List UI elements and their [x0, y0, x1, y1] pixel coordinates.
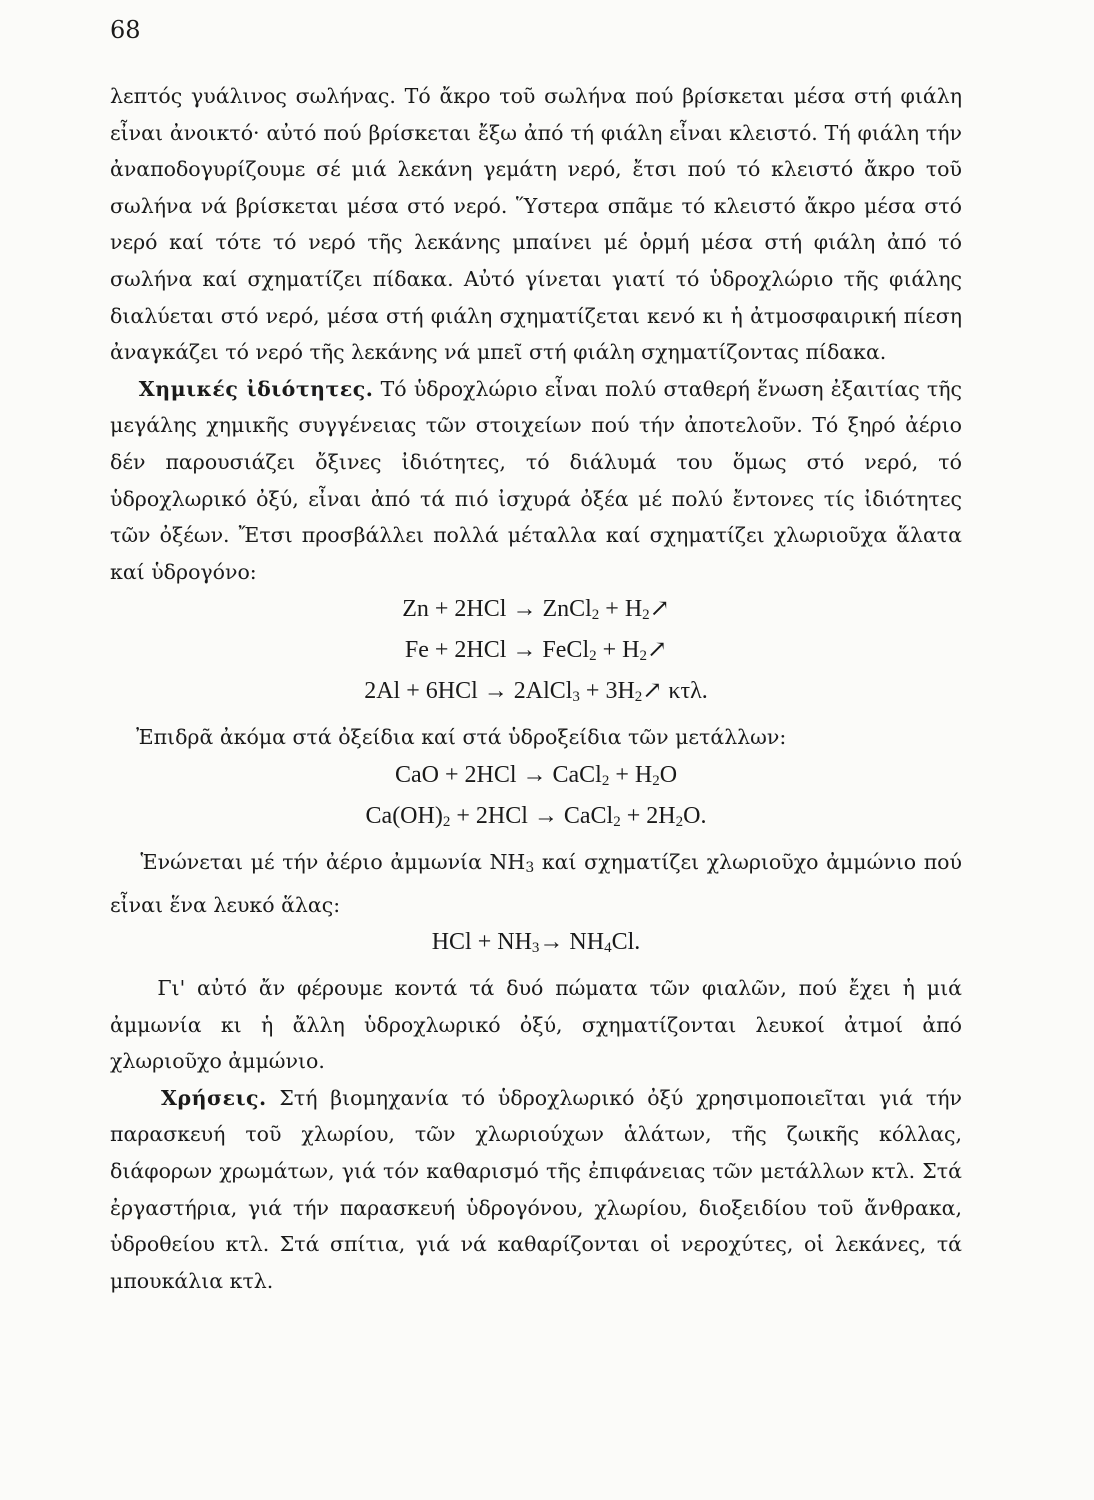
equation-aluminium: 2Al + 6HCl → 2AlCl$_3$ + $3H_2↗$ κτλ. [364, 678, 708, 706]
paragraph-uses [110, 1080, 962, 1300]
page-number: 68 [110, 16, 141, 44]
uses-text: Στή βιομηχανία τό ὑδροχλωρικό ὀξύ χρησιμοποιεῖται γιά τήν παρασκευή τοῦ χλωρίου, τῶν χλωριούχων ἁλάτων, τῆς ζωικῆς κόλλας, διάφορων χρωμάτων, γιά τόν καθαρισμό τῆς ἐπιφάνειας τῶν μετάλλων κτλ. Στά ἐργαστήρια, γιά τήν παρασκευή ὑδρογόνου, χλωρίου, διοξειδίου τοῦ ἄνθρακα, ὑδροθείου κτλ. Στά σπίτια, γιά νά καθαρίζονται οἱ νεροχύτες, οἱ λεκάνες, τά μπουκάλια κτλ. [110, 1085, 962, 1293]
chemical-properties-text: Τό ὑδροχλώριο εἶναι πολύ σταθερή ἕνωση ἐξαιτίας τῆς μεγάλης χημικῆς συγγένειας τῶν στοιχείων πού τήν ἀποτελοῦν. Τό ξηρό ἀέριο δέν παρουσιάζει ὄξινες ἰδιότητες, τό διάλυμά του ὅμως στό νερό, τό ὑδροχλωρικό ὀξύ, εἶναι ἀπό τά πιό ἰσχυρά ὀξέα μέ πολύ ἔντονες τίς ἰδιότητες τῶν ὀξέων. Ἔτσι προσβάλλει πολλά μέταλλα καί σχηματίζει χλωριοῦχα ἅλατα καί ὑδρογόνο: [110, 376, 962, 584]
page-body [110, 78, 962, 1299]
paragraph-oxides: Ἐπιδρᾶ ἀκόμα στά ὀξείδια καί στά ὑδροξείδια τῶν μετάλλων: [136, 725, 787, 750]
heading-chemical-properties: Χημικές ἰδιότητες. [138, 376, 374, 401]
equation-ammonium-chloride: HCl + $NH_3\to NH_4Cl$. [431, 929, 641, 957]
equations-oxides [110, 758, 962, 840]
equation-calcium-hydroxide: $Ca(OH)_2 + 2HCl$ → CaCl$_2$ + $2H_2O$. [365, 802, 707, 830]
equation-calcium-oxide: CaO + 2HCl → CaCl$_2$ + $H_2O$ [394, 761, 678, 789]
paragraph-chemical-properties [110, 371, 962, 591]
paragraph-white-fumes: Γι' αὐτό ἄν φέρουμε κοντά τά δυό πώματα τῶν φιαλῶν, πού ἔχει ἡ μιά ἀμμωνία κι ἡ ἄλλη ὑδροχλωρικό ὀξύ, σχηματίζονται λευκοί ἀτμοί ἀπό χλωριοῦχο ἀμμώνιο. [110, 976, 962, 1074]
equation-zinc: Zn + 2HCl → ZnCl$_2$ + $H_2↗$ [402, 596, 670, 624]
equations-metals [110, 592, 962, 715]
paragraph-fountain-experiment: λεπτός γυάλινος σωλήνας. Τό ἄκρο τοῦ σωλήνα πού βρίσκεται μέσα στή φιάλη εἶναι ἀνοικτό· αὐτό πού βρίσκεται ἔξω ἀπό τή φιάλη εἶναι κλειστό. Τή φιάλη τήν ἀναποδογυρίζουμε σέ μιά λεκάνη γεμάτη νερό, ἔτσι πού τό κλειστό ἄκρο τοῦ σωλήνα νά βρίσκεται μέσα στό νερό. Ὕστερα σπᾶμε τό κλειστό ἄκρο μέσα στό νερό καί τότε τό νερό τῆς λεκάνης μπαίνει μέ ὁρμή μέσα στή φιάλη ἀπό τό σωλήνα καί σχηματίζει πίδακα. Αὐτό γίνεται γιατί τό ὑδροχλώριο τῆς φιάλης διαλύεται στό νερό, μέσα στή φιάλη σχηματίζεται κενό κι ἡ ἀτμοσφαιρική πίεση ἀναγκάζει τό νερό τῆς λεκάνης νά μπεῖ στή φιάλη σχηματίζοντας πίδακα. [110, 84, 962, 365]
paragraph-ammonia: Ἑνώνεται μέ τήν ἀέριο ἀμμωνία $NH_3$ καί σχηματίζει χλωριοῦχο ἀμμώνιο πού εἶναι ἕνα λευκό ἅλας: [110, 849, 962, 917]
equations-ammonia [110, 925, 962, 966]
heading-uses: Χρήσεις. [161, 1085, 267, 1110]
equation-iron: Fe + 2HCl → FeCl$_2$ + $H_2↗$ [404, 637, 668, 665]
